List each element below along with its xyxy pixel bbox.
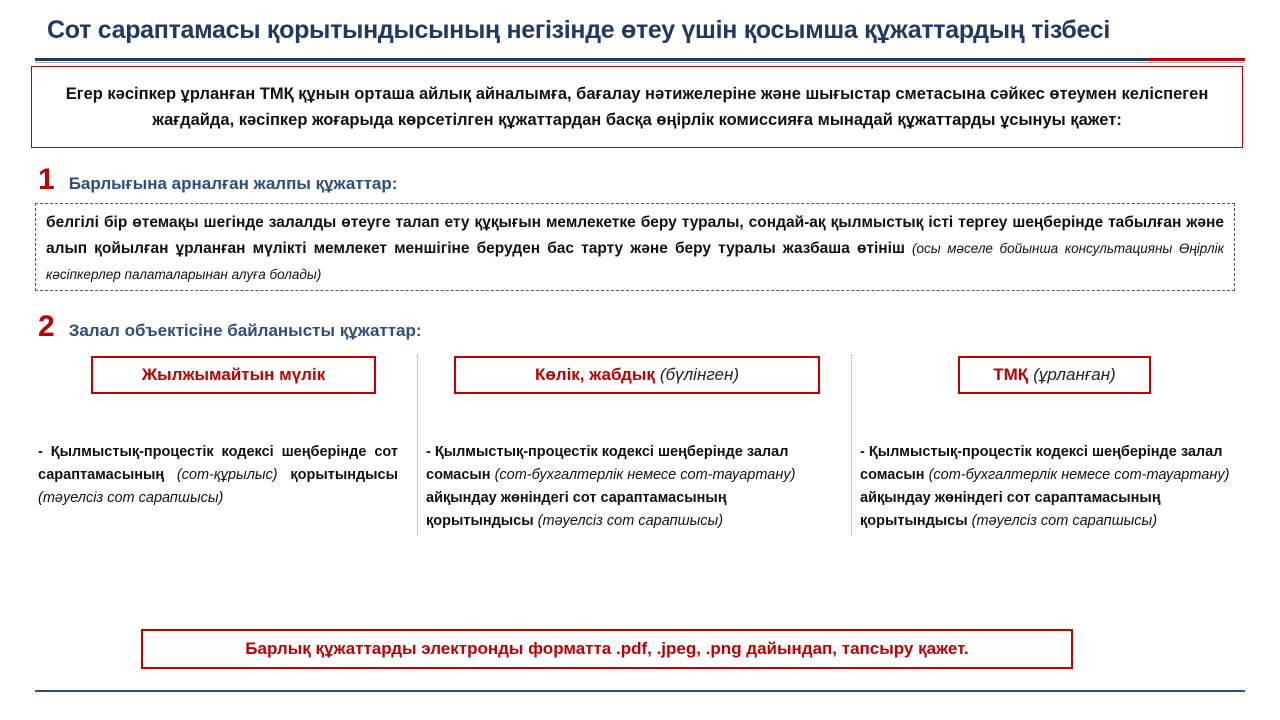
electronic-format-text: Барлық құжаттарды электронды форматта .pdf, .jpeg, .png дайындап, тапсыру қажет. xyxy=(245,639,969,658)
column-divider xyxy=(851,355,852,535)
section-2-title: Залал объектісіне байланысты құжаттар: xyxy=(68,321,422,340)
inventory-requirements xyxy=(860,441,1260,533)
category-vehicle-equipment xyxy=(454,356,820,394)
category-sub: (ұрланған) xyxy=(1033,365,1116,384)
section-2-header xyxy=(38,310,422,344)
category-real-estate xyxy=(91,356,376,394)
general-documents-box xyxy=(35,203,1235,291)
requirement-note: (тәуелсіз сот сарапшысы) xyxy=(537,513,724,529)
category-label: Көлік, жабдық xyxy=(535,365,655,384)
page-title: Сот сараптамасы қорытындысының негізінде өтеу үшін қосымша құжаттардың тізбесі xyxy=(47,16,1110,44)
category-label: ТМҚ xyxy=(993,365,1029,384)
section-1-number: 1 xyxy=(38,163,55,196)
section-2-number: 2 xyxy=(38,310,55,343)
requirement-note: (сот-құрылыс) xyxy=(176,467,278,483)
electronic-format-note xyxy=(141,629,1073,669)
bottom-rule xyxy=(35,690,1245,692)
requirement-text: айқындау жөніндегі сот сараптамасының қорытындысы xyxy=(860,490,1161,529)
requirement-note: (сот-бухгалтерлік немесе сот-тауартану) xyxy=(928,467,1230,483)
requirement-text: айқындау жөніндегі сот сараптамасының қорытындысы xyxy=(426,490,727,529)
category-label: Жылжымайтын мүлік xyxy=(141,365,326,384)
title-underline xyxy=(35,58,1245,61)
requirement-note: (тәуелсіз сот сарапшысы) xyxy=(38,490,224,506)
column-divider xyxy=(417,355,418,535)
section-1-title: Барлығына арналған жалпы құжаттар: xyxy=(68,174,398,193)
category-inventory xyxy=(958,356,1151,394)
vehicle-equipment-requirements xyxy=(426,441,831,533)
real-estate-requirements xyxy=(38,441,398,510)
category-sub: (бүлінген) xyxy=(659,365,739,384)
section-1-header xyxy=(38,163,397,197)
intro-box xyxy=(31,66,1243,148)
general-documents-text: белгілі бір өтемақы шегінде залалды өтеуге талап ету құқығын мемлекетке беру туралы, сондай-ақ қылмыстық істі тергеу шеңберінде табылған және алып қойылған ұрланған мүлікті мемлекет меншігіне беруден бас тарту және беру туралы жазбаша өтініш xyxy=(46,214,1224,257)
requirement-note: (тәуелсіз сот сарапшысы) xyxy=(971,513,1158,529)
general-documents-note: (осы мәселе бойынша консультацияны Өңірлік кәсіпкерлер палаталарынан алуға болады) xyxy=(46,241,1225,282)
intro-text: Егер кәсіпкер ұрланған ТМҚ құнын орташа айлық айналымға, бағалау нәтижелеріне және шығыстар сметасына сәйкес өтеумен келіспеген жағдайда, кәсіпкер жоғарыда көрсетілген құжаттардан басқа өңірлік комиссияға мынадай құжаттарды ұсынуы қажет: xyxy=(65,85,1209,129)
requirement-text: - Қылмыстық-процестік кодексі шеңберінде сот сараптамасының xyxy=(38,444,398,483)
requirement-text: - Қылмыстық-процестік кодексі шеңберінде залал сомасын xyxy=(426,444,789,483)
requirement-note: (сот-бухгалтерлік немесе сот-тауартану) xyxy=(494,467,796,483)
requirement-text: - Қылмыстық-процестік кодексі шеңберінде залал сомасын xyxy=(860,444,1223,483)
requirement-text: қорытындысы xyxy=(290,467,398,483)
